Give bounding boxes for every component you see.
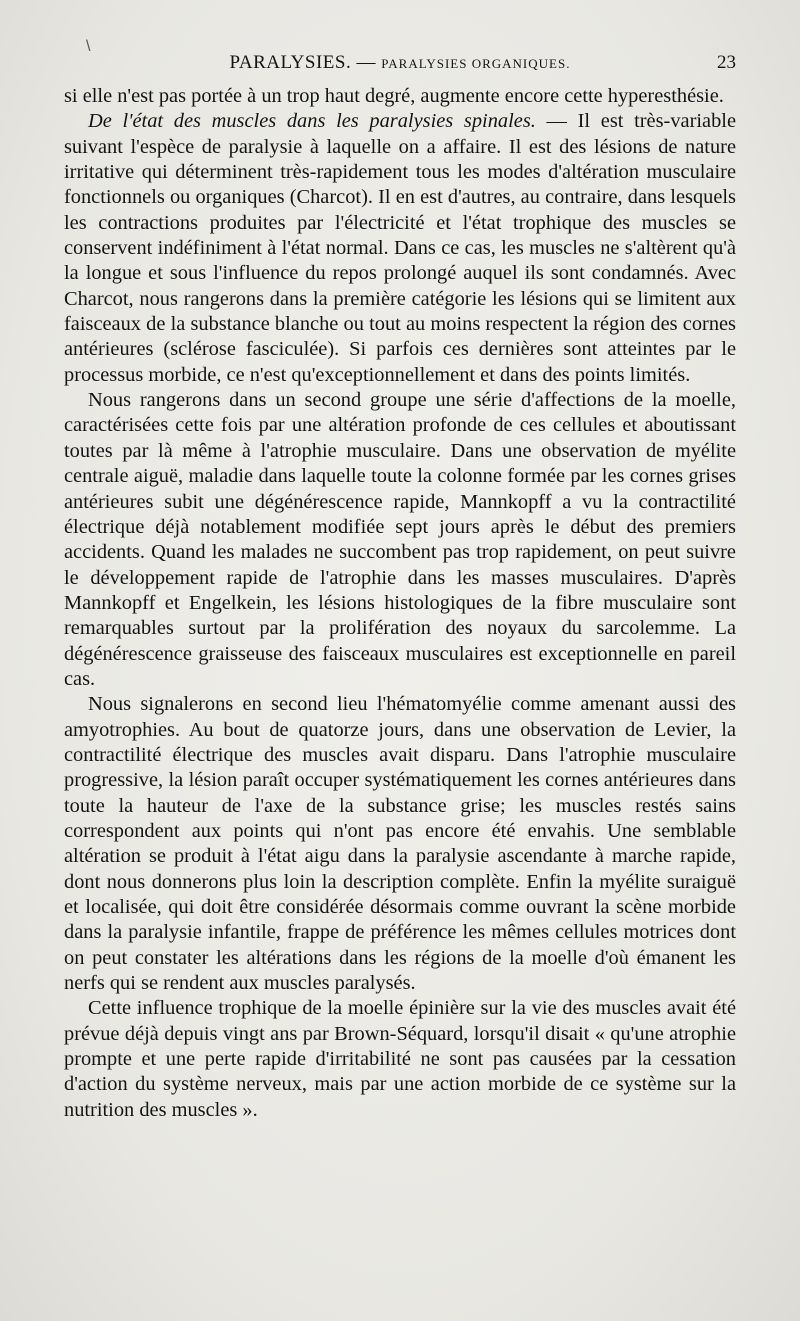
paragraph-4-text: Nous signalerons en second lieu l'hématomyélie comme amenant aussi des amyotrophies. Au bout de quatorze jours, dans une observation de Levier, la contractilité électrique des muscles avait disparu. Dans l'atrophie musculaire progressive, la lésion paraît occuper systématiquement les cornes antérieures dans toute la hauteur de l'axe de la substance grise; les muscles restés sains correspondent aux points qui n'ont pas encore été envahis. Une semblable altération se produit à l'état aigu dans la paralysie ascendante à marche rapide, dont nous donnerons plus loin la description complète. Enfin la myélite suraiguë et localisée, qui doit être considérée désormais comme ouvrant la scène morbide dans la paralysie infantile, frappe de préférence les mêmes cellules motrices dont on peut constater les altérations dans les régions de la moelle d'où émanent les nerfs qui se rendent aux muscles paralysés. bbox=[64, 693, 736, 995]
section-heading: De l'état des muscles dans les paralysies spinales. bbox=[88, 110, 536, 133]
stray-mark: \ bbox=[86, 38, 91, 55]
header-dash: — bbox=[351, 52, 382, 73]
paragraph-1-text: si elle n'est pas portée à un trop haut degré, augmente encore cette hyperesthésie. bbox=[64, 85, 724, 107]
page-body bbox=[64, 84, 736, 1123]
paragraph-2-text: — Il est très-variable suivant l'espèce de paralysie à laquelle on a affaire. Il est des lésions de nature irritative qui déterminent très-rapidement tous les modes d'altération musculaire fonctionnels ou organiques (Charcot). Il en est d'autres, au contraire, dans lesquels les contractions produites par l'électricité et l'état trophique des muscles se conservent indéfiniment à l'état normal. Dans ce cas, les muscles ne s'altèrent qu'à la longue et sous l'influence du repos prolongé auquel ils sont condamnés. Avec Charcot, nous rangerons dans la première catégorie les lésions qui se limitent aux faisceaux de la substance blanche ou tout au moins respectent la région des cornes antérieures (sclérose fasciculée). Si parfois ces dernières sont atteintes par le processus morbide, ce n'est qu'exceptionnellement et dans des points limités. bbox=[64, 110, 736, 386]
running-header bbox=[64, 50, 736, 78]
paragraph-2 bbox=[64, 109, 736, 388]
paragraph-3-text: Nous rangerons dans un second groupe une série d'affections de la moelle, caractérisées cette fois par une altération profonde de ces cellules et aboutissant toutes par là même à l'atrophie musculaire. Dans une observation de myélite centrale aiguë, maladie dans laquelle toute la colonne formée par les cornes grises antérieures subit une dégénérescence rapide, Mannkopff a vu la contractilité électrique déjà notablement modifiée sept jours après le début des premiers accidents. Quand les malades ne succombent pas trop rapidement, on peut suivre le développement rapide de l'atrophie dans les masses musculaires. D'après Mannkopff et Engelkein, les lésions histologiques de la fibre musculaire sont remarquables surtout par la prolifération des noyaux du sarcolemme. La dégénérescence graisseuse des faisceaux musculaires est exceptionnelle en pareil cas. bbox=[64, 389, 736, 690]
header-title-main: PARALYSIES. bbox=[229, 52, 352, 73]
paragraph-5 bbox=[64, 996, 736, 1123]
paragraph-1 bbox=[64, 84, 736, 109]
header-title bbox=[64, 52, 736, 74]
paragraph-5-text: Cette influence trophique de la moelle épinière sur la vie des muscles avait été prévue déjà depuis vingt ans par Brown-Séquard, lorsqu'il disait « qu'une atrophie prompte et une perte rapide d'irritabilité ne sont pas causées par la cessation d'action du système nerveux, mais par une action morbide de ce système sur la nutrition des muscles ». bbox=[64, 997, 736, 1121]
paragraph-4 bbox=[64, 692, 736, 996]
header-title-sub: PARALYSIES ORGANIQUES. bbox=[381, 56, 571, 71]
paragraph-3 bbox=[64, 388, 736, 692]
page-number: 23 bbox=[717, 52, 736, 73]
